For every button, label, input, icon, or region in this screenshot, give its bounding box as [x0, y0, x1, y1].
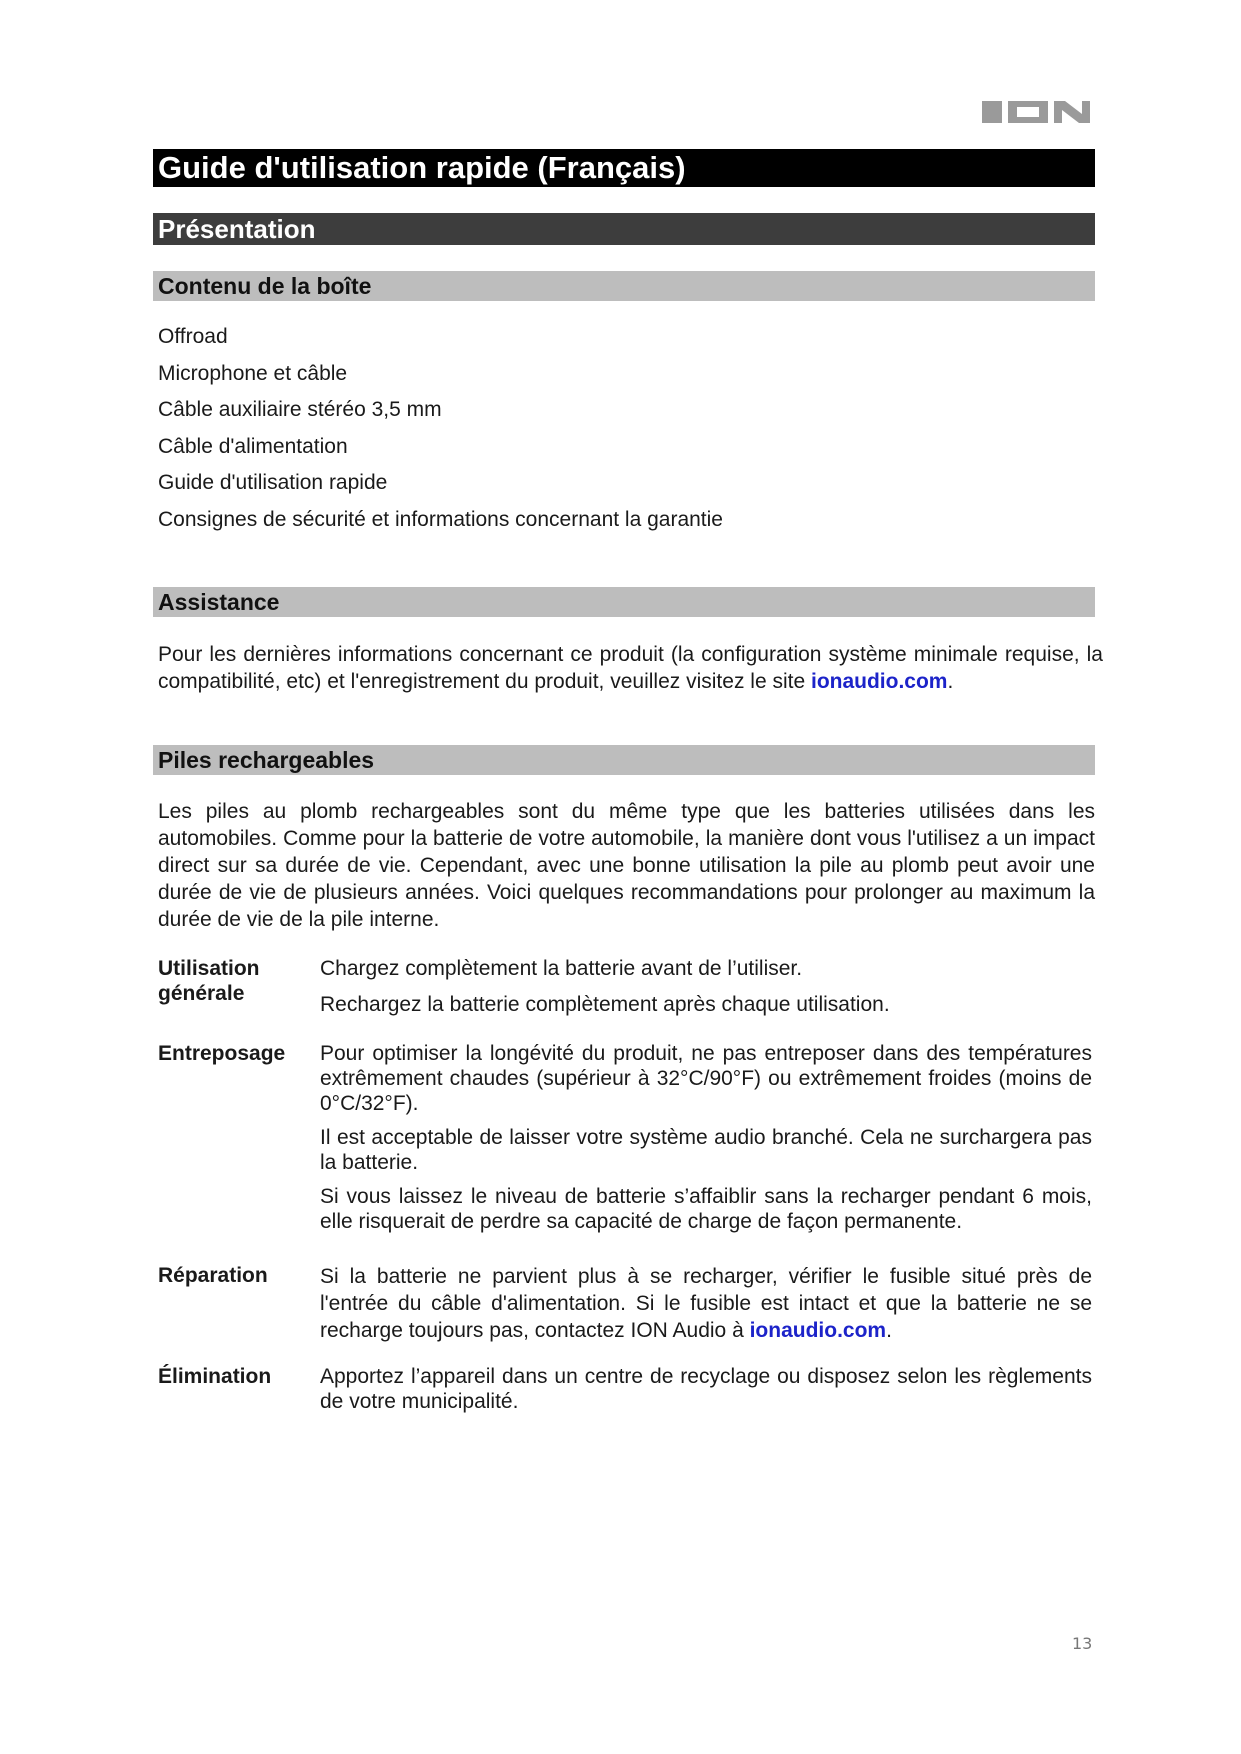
list-item: Microphone et câble — [158, 361, 348, 385]
disposal-text: Apportez l’appareil dans un centre de recyclage ou disposez selon les règlements de votre municipalité. — [320, 1365, 1092, 1413]
storage-line: Il est acceptable de laisser votre système audio branché. Cela ne surchargera pas la batterie. — [320, 1126, 1092, 1174]
page-title: Guide d'utilisation rapide (Français) — [153, 149, 1095, 187]
desc-storage — [320, 1041, 1092, 1243]
support-text: Pour les dernières informations concernant ce produit (la configuration système minimale requise, la compatibilité, etc) et l'enregistrement du produit, veuillez visitez le site — [158, 643, 1103, 693]
repair-link[interactable]: ionaudio.com — [749, 1319, 887, 1342]
repair-suffix: . — [886, 1319, 892, 1342]
support-link[interactable]: ionaudio.com — [810, 670, 948, 693]
desc-repair — [320, 1263, 1092, 1353]
desc-general-use — [320, 956, 1092, 1026]
repair-body: Si la batterie ne parvient plus à se recharger, vérifier le fusible situé près de l'entrée du câble d'alimentation. Si le fusible est intact et que la batterie ne se recharge toujours pas, contactez ION Audio à — [320, 1265, 1092, 1342]
desc-disposal — [320, 1364, 1092, 1423]
list-item: Offroad — [158, 325, 228, 348]
list-item: Câble d'alimentation — [158, 434, 348, 458]
term-repair: Réparation — [158, 1264, 268, 1287]
list-item: Consignes de sécurité et informations concernant la garantie — [158, 507, 723, 531]
general-line: Rechargez la batterie complètement après chaque utilisation. — [320, 993, 890, 1016]
storage-line: Si vous laissez le niveau de batterie s’affaiblir sans la recharger pendant 6 mois, elle risquerait de perdre sa capacité de charge de façon permanente. — [320, 1185, 1092, 1233]
subheading-support: Assistance — [153, 587, 1095, 617]
term-disposal: Élimination — [158, 1365, 272, 1388]
subheading-box-contents: Contenu de la boîte — [153, 271, 1095, 301]
subheading-batteries: Piles rechargeables — [153, 745, 1095, 775]
term-general-use: Utilisation générale — [158, 957, 260, 1005]
box-contents-list — [158, 325, 723, 544]
batteries-intro: Les piles au plomb rechargeables sont du même type que les batteries utilisées dans les automobiles. Comme pour la batterie de votre automobile, la manière dont vous l'utilisez a un impact direct sur sa durée de vie. Cependant, avec une bonne utilisation la pile au plomb peut avoir une durée de vie de plusieurs années. Voici quelques recommandations pour prolonger au maximum la durée de vie de la pile interne. — [158, 800, 1095, 931]
section-heading-presentation: Présentation — [153, 213, 1095, 245]
list-item: Câble auxiliaire stéréo 3,5 mm — [158, 398, 442, 421]
general-line: Chargez complètement la batterie avant de l’utiliser. — [320, 957, 803, 980]
page-number: 13 — [1072, 1634, 1093, 1653]
support-suffix: . — [947, 670, 954, 693]
list-item: Guide d'utilisation rapide — [158, 471, 388, 494]
term-storage: Entreposage — [158, 1042, 286, 1065]
ion-logo — [982, 101, 1090, 123]
storage-line: Pour optimiser la longévité du produit, ne pas entreposer dans des températures extrêmement chaudes (supérieur à 32°C/90°F) ou extrêmement froides (moins de 0°C/32°F). — [320, 1042, 1092, 1115]
support-paragraph — [158, 641, 1103, 695]
repair-text — [320, 1263, 1092, 1344]
